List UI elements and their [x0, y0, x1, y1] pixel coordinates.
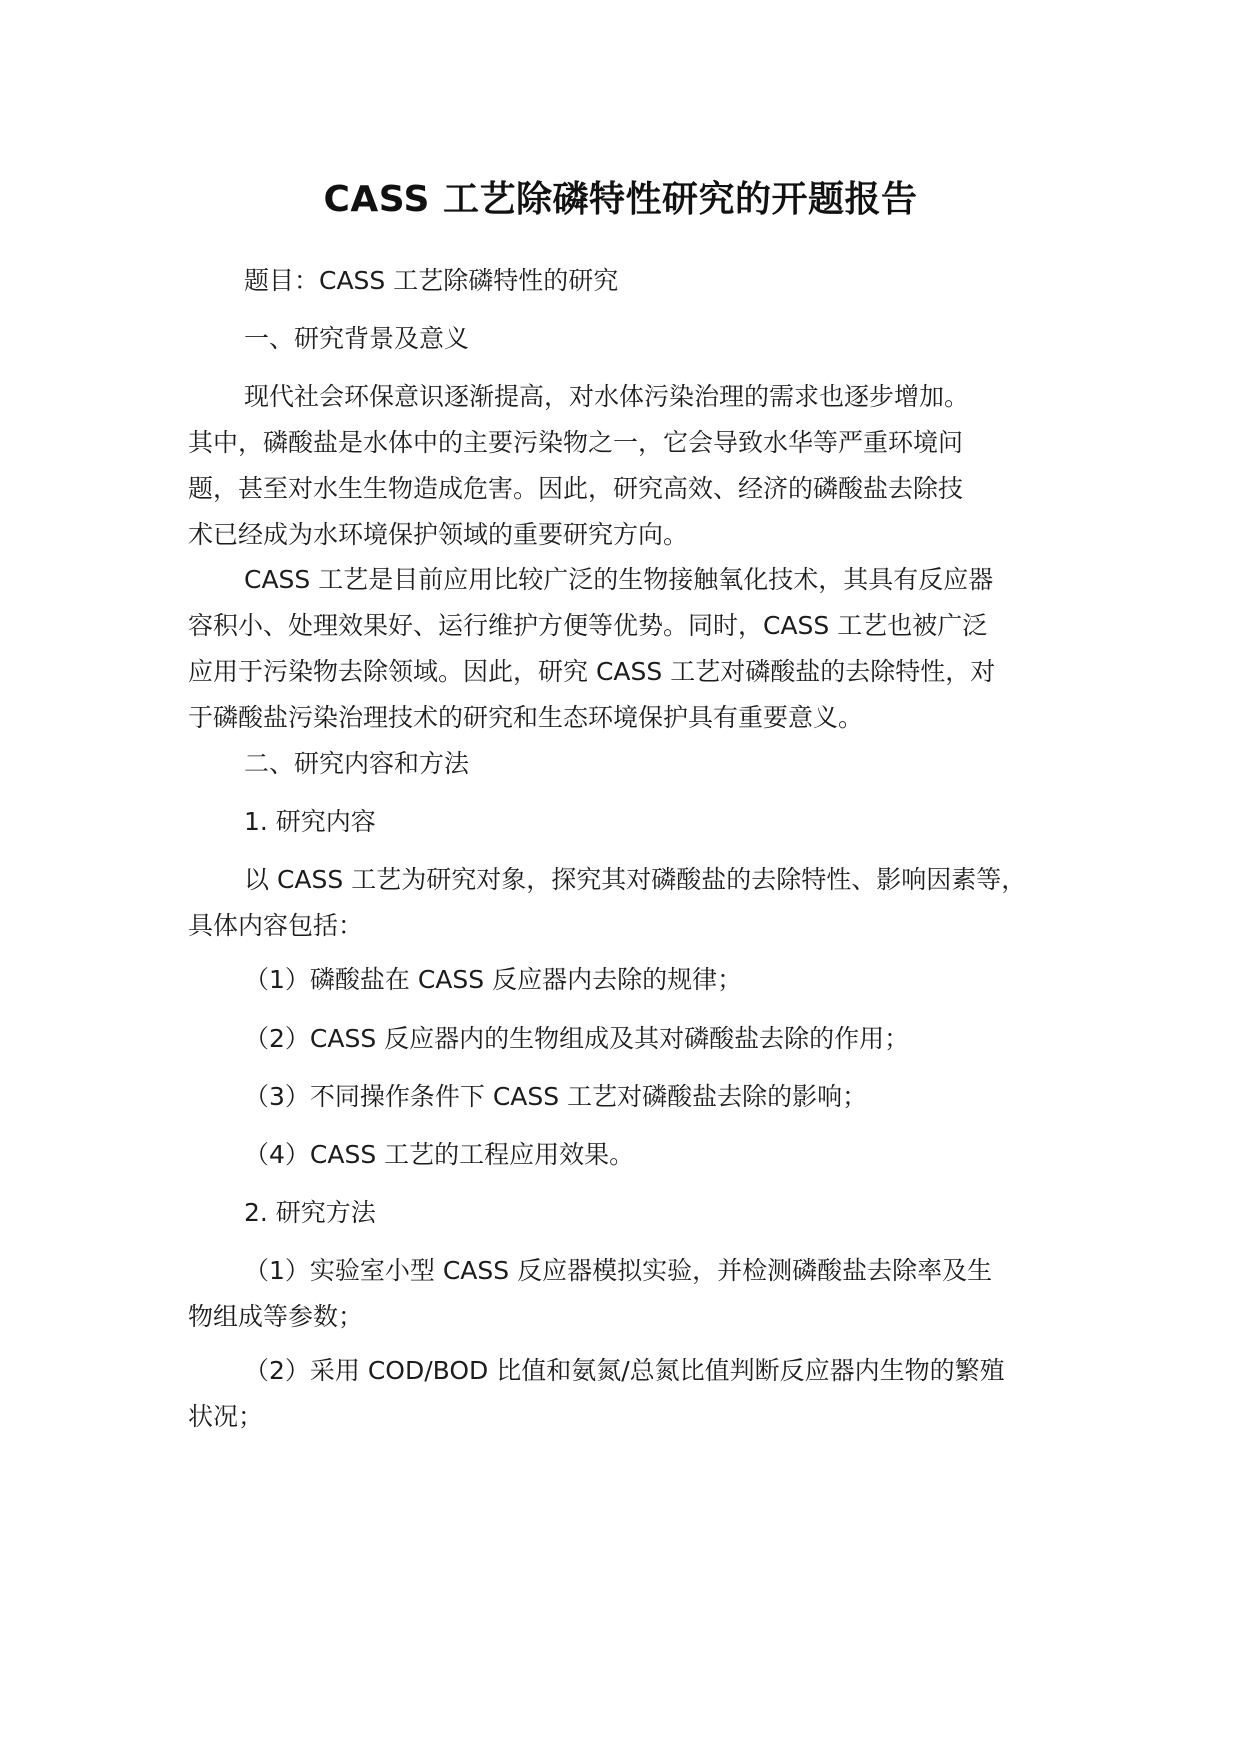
section-heading-background — [188, 316, 1068, 362]
para1-line-1: 现代社会环保意识逐渐提高，对水体污染治理的需求也逐步增加。 — [244, 382, 970, 411]
method1-line-2: 物组成等参数； — [188, 1302, 364, 1331]
paragraph-background — [188, 374, 1068, 558]
para2-line-3: 应用于污染物去除领域。因此，研究 CASS 工艺对磷酸盐的去除特性，对 — [188, 657, 996, 686]
para2-line-4: 于磷酸盐污染治理技术的研究和生态环境保护具有重要意义。 — [188, 703, 864, 732]
sub1-heading: 1. 研究内容 — [244, 807, 376, 836]
subheading-content — [188, 799, 1068, 845]
para2-line-2: 容积小、处理效果好、运行维护方便等优势。同时，CASS 工艺也被广泛 — [188, 611, 988, 640]
document-title: CASS 工艺除磷特性研究的开题报告 — [323, 179, 918, 220]
content-item-2 — [188, 1016, 1068, 1062]
para1-line-4: 术已经成为水环境保护领域的重要研究方向。 — [188, 520, 689, 549]
section1-heading: 一、研究背景及意义 — [244, 324, 470, 353]
content-item-text: （2）CASS 反应器内的生物组成及其对磷酸盐去除的作用； — [244, 1024, 910, 1053]
content-item-text: （4）CASS 工艺的工程应用效果。 — [244, 1140, 635, 1169]
para2-line-1: CASS 工艺是目前应用比较广泛的生物接触氧化技术，其具有反应器 — [244, 565, 994, 594]
content-item-3 — [188, 1074, 1068, 1120]
paragraph-cass — [188, 557, 1068, 741]
subheading-methods — [188, 1190, 1068, 1236]
para1-line-2: 其中，磷酸盐是水体中的主要污染物之一，它会导致水华等严重环境问 — [188, 428, 964, 457]
para3-line-1: 以 CASS 工艺为研究对象，探究其对磷酸盐的去除特性、影响因素等， — [244, 865, 1027, 894]
content-item-4 — [188, 1132, 1068, 1178]
method2-line-1: （2）采用 COD/BOD 比值和氨氮/总氮比值判断反应器内生物的繁殖 — [244, 1356, 1005, 1385]
method-item-2 — [188, 1348, 1068, 1440]
topic-line — [188, 258, 1068, 304]
section2-heading: 二、研究内容和方法 — [244, 749, 470, 778]
para3-line-2: 具体内容包括： — [188, 911, 364, 940]
content-item-1 — [188, 957, 1068, 1003]
sub2-heading: 2. 研究方法 — [244, 1198, 376, 1227]
content-item-text: （3）不同操作条件下 CASS 工艺对磷酸盐去除的影响； — [244, 1082, 868, 1111]
method-item-1 — [188, 1248, 1068, 1340]
method2-line-2: 状况； — [188, 1402, 264, 1431]
para1-line-3: 题，甚至对水生生物造成危害。因此，研究高效、经济的磷酸盐去除技 — [188, 474, 964, 503]
content-item-text: （1）磷酸盐在 CASS 反应器内去除的规律； — [244, 965, 743, 994]
section-heading-methods — [188, 741, 1068, 787]
topic-text: 题目：CASS 工艺除磷特性的研究 — [244, 266, 619, 295]
paragraph-scope — [188, 857, 1068, 949]
method1-line-1: （1）实验室小型 CASS 反应器模拟实验，并检测磷酸盐去除率及生 — [244, 1256, 993, 1285]
